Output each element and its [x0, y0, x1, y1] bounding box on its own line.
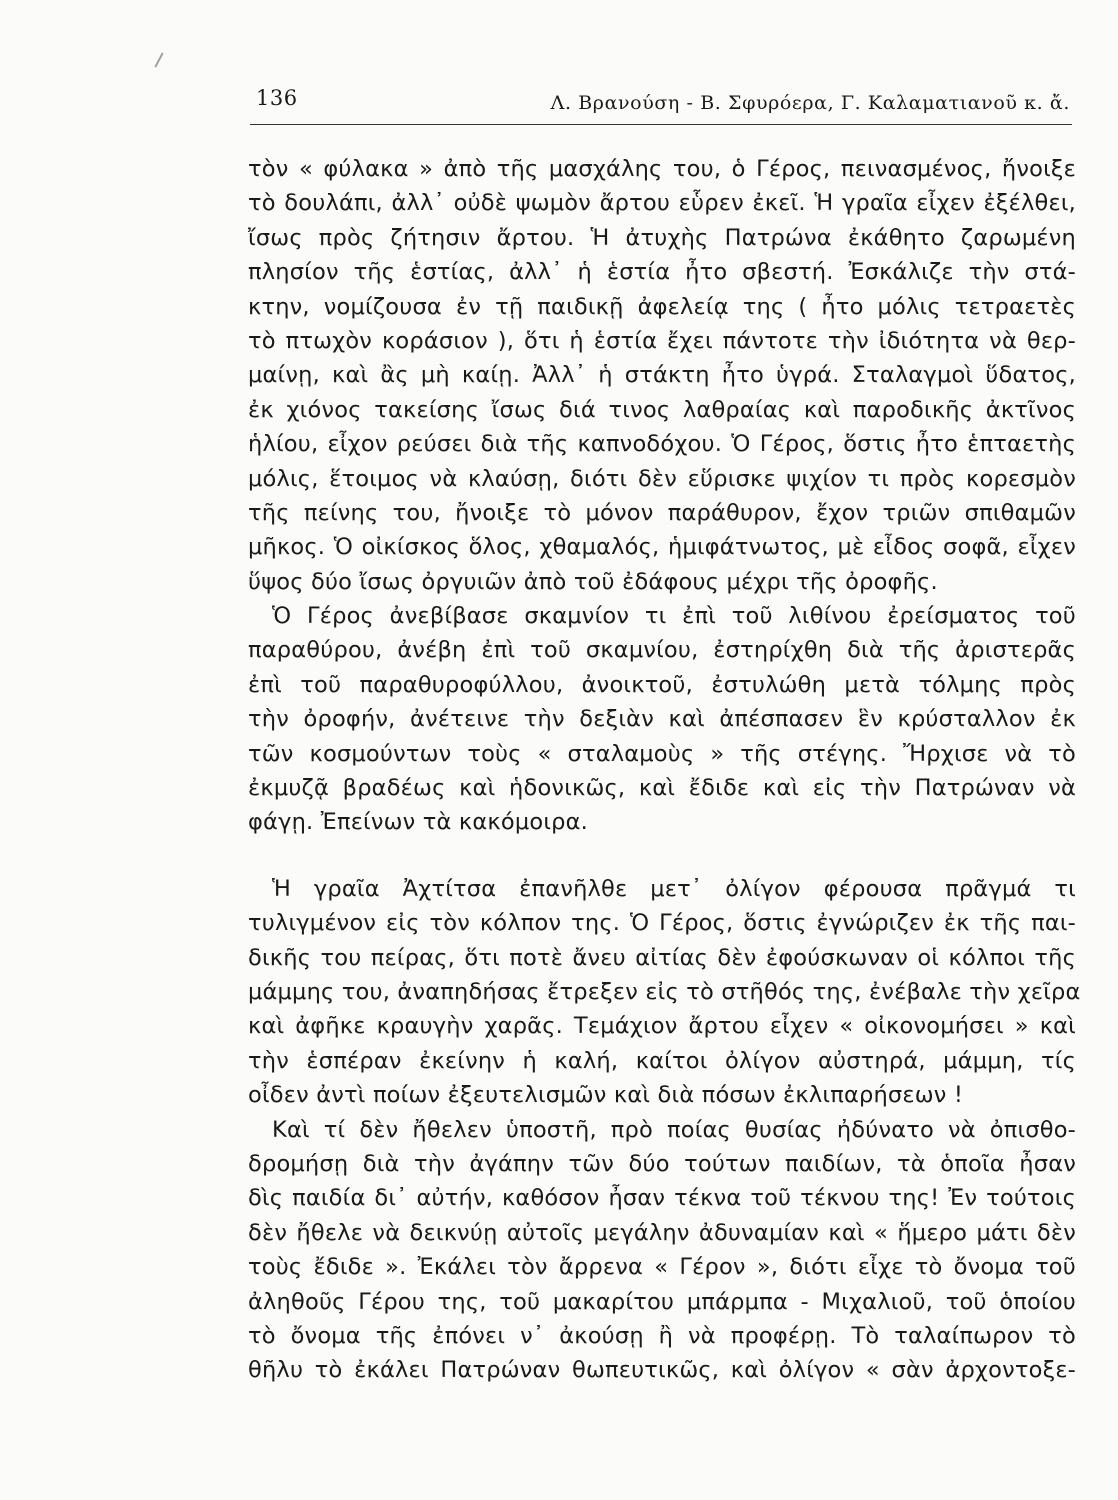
- text-line: ἐπὶ τοῦ παραθυροφύλλου, ἀνοικτοῦ, ἐστυλώθη μετὰ τόλμης πρὸς: [248, 671, 1076, 698]
- text-line: Ἡ γραῖα Ἀχτίτσα ἐπανῆλθε μετ᾽ ὀλίγον φέρουσα πρᾶγμά τι: [272, 875, 1076, 902]
- header-rule: [250, 124, 1072, 125]
- text-line: δικῆς του πείρας, ὅτι ποτὲ ἄνευ αἰτίας δὲν ἐφούσκωναν οἱ κόλποι τῆς: [248, 944, 1076, 971]
- text-line: τοὺς ἔδιδε ». Ἐκάλει τὸν ἄρρενα « Γέρον », διότι εἶχε τὸ ὄνομα τοῦ: [248, 1254, 1076, 1281]
- text-line: οἶδεν ἀντὶ ποίων ἐξευτελισμῶν καὶ διὰ πόσων ἐκλιπαρήσεων !: [248, 1082, 964, 1109]
- paragraph-3: [248, 872, 1081, 1113]
- paragraph-2: [248, 599, 1076, 840]
- running-head: Λ. Βρανούση - Β. Σφυρόερα, Γ. Καλαματιανοῦ κ. ἄ.: [550, 92, 1070, 114]
- section-gap: [248, 840, 1076, 872]
- text-line: ἡλίου, εἶχον ρεύσει διὰ τῆς καπνοδόχου. Ὁ Γέρος, ὅστις ἦτο ἑπταετὴς: [248, 431, 1076, 458]
- text-line: τὴν ὀροφήν, ἀνέτεινε τὴν δεξιὰν καὶ ἀπέσπασεν ἓν κρύσταλλον ἐκ: [248, 706, 1076, 733]
- text-line: ἐκμυζᾷ βραδέως καὶ ἡδονικῶς, καὶ ἔδιδε καὶ εἰς τὴν Πατρώναν νὰ: [248, 775, 1076, 802]
- text-line: μάμμης του, ἀναπηδήσας ἔτρεξεν εἰς τὸ στῆθός της, ἐνέβαλε τὴν χεῖρα: [248, 978, 1081, 1005]
- text-line: ἐκ χιόνος τακείσης ἴσως διά τινος λαθραίας καὶ παροδικῆς ἀκτῖνος: [248, 396, 1076, 423]
- text-line: τὸ πτωχὸν κοράσιον ), ὅτι ἡ ἑστία ἔχει πάντοτε τὴν ἰδιότητα νὰ θερ-: [248, 327, 1076, 354]
- pencil-mark: [154, 52, 163, 67]
- text-line: τὴν ἑσπέραν ἐκείνην ἡ καλή, καίτοι ὀλίγον αὐστηρά, μάμμη, τίς: [248, 1047, 1076, 1074]
- text-line: φάγῃ. Ἐπείνων τὰ κακόμοιρα.: [248, 809, 589, 836]
- text-line: κτην, νομίζουσα ἐν τῇ παιδικῇ ἀφελείᾳ της ( ἦτο μόλις τετραετὲς: [248, 293, 1076, 320]
- text-line: τὸ δουλάπι, ἀλλ᾽ οὐδὲ ψωμὸν ἄρτου εὗρεν ἐκεῖ. Ἡ γραῖα εἶχεν ἐξέλθει,: [248, 190, 1076, 217]
- text-line: τὸ ὄνομα τῆς ἐπόνει ν᾽ ἀκούσῃ ἢ νὰ προφέρῃ. Τὸ ταλαίπωρον τὸ: [248, 1322, 1076, 1349]
- text-line: τῆς πείνης του, ἤνοιξε τὸ μόνον παράθυρον, ἔχον τριῶν σπιθαμῶν: [248, 499, 1076, 526]
- text-line: τῶν κοσμούντων τοὺς « σταλαμοὺς » τῆς στέγης. Ἤρχισε νὰ τὸ: [248, 740, 1076, 767]
- text-line: ἀληθοῦς Γέρου της, τοῦ μακαρίτου μπάρμπα - Μιχαλιοῦ, τοῦ ὁποίου: [248, 1288, 1076, 1315]
- text-line: πλησίον τῆς ἑστίας, ἀλλ᾽ ἡ ἑστία ἦτο σβεστή. Ἐσκάλιζε τὴν στά-: [248, 259, 1076, 286]
- text-line: δὲν ἤθελε νὰ δεικνύῃ αὐτοῖς μεγάλην ἀδυναμίαν καὶ « ἥμερο μάτι δὲν: [248, 1219, 1076, 1246]
- text-line: τυλιγμένον εἰς τὸν κόλπον της. Ὁ Γέρος, ὅστις ἐγνώριζεν ἐκ τῆς παι-: [248, 910, 1076, 937]
- paragraph-1: [248, 152, 1076, 599]
- text-line: Καὶ τί δὲν ἤθελεν ὑποστῆ, πρὸ ποίας θυσίας ἠδύνατο νὰ ὀπισθο-: [272, 1116, 1076, 1143]
- text-line: δὶς παιδία δι᾽ αὐτήν, καθόσον ἦσαν τέκνα τοῦ τέκνου της! Ἐν τούτοις: [248, 1185, 1076, 1212]
- text-line: καὶ ἀφῆκε κραυγὴν χαρᾶς. Τεμάχιον ἄρτου εἶχεν « οἰκονομήσει » καὶ: [248, 1013, 1076, 1040]
- page-header: [250, 82, 1070, 122]
- text-line: μόλις, ἕτοιμος νὰ κλαύσῃ, διότι δὲν εὕρισκε ψιχίον τι πρὸς κορεσμὸν: [248, 465, 1076, 492]
- text-line: θῆλυ τὸ ἐκάλει Πατρώναν θωπευτικῶς, καὶ ὀλίγον « σὰν ἀρχοντοξε-: [248, 1357, 1076, 1384]
- text-line: ὕψος δύο ἴσως ὀργυιῶν ἀπὸ τοῦ ἐδάφους μέχρι τῆς ὀροφῆς.: [248, 568, 938, 595]
- text-line: ἴσως πρὸς ζήτησιν ἄρτου. Ἡ ἀτυχὴς Πατρώνα ἐκάθητο ζαρωμένη: [248, 224, 1076, 251]
- text-line: Ὁ Γέρος ἀνεβίβασε σκαμνίον τι ἐπὶ τοῦ λιθίνου ἐρείσματος τοῦ: [272, 603, 1076, 630]
- text-line: παραθύρου, ἀνέβη ἐπὶ τοῦ σκαμνίου, ἐστηρίχθη διὰ τῆς ἀριστερᾶς: [248, 637, 1076, 664]
- text-line: μαίνῃ, καὶ ἂς μὴ καίῃ. Ἀλλ᾽ ἡ στάκτη ἦτο ὑγρά. Σταλαγμοὶ ὕδατος,: [248, 362, 1076, 389]
- text-line: μῆκος. Ὁ οἰκίσκος ὅλος, χθαμαλός, ἡμιφάτνωτος, μὲ εἶδος σοφᾶ, εἶχεν: [248, 534, 1076, 561]
- body-text: [248, 152, 1081, 1388]
- text-line: τὸν « φύλακα » ἀπὸ τῆς μασχάλης του, ὁ Γέρος, πεινασμένος, ἤνοιξε: [248, 156, 1076, 182]
- page-number: 136: [256, 86, 298, 110]
- text-line: δρομήσῃ διὰ τὴν ἀγάπην τῶν δύο τούτων παιδίων, τὰ ὁποῖα ἦσαν: [248, 1150, 1076, 1177]
- paragraph-4: [248, 1113, 1076, 1388]
